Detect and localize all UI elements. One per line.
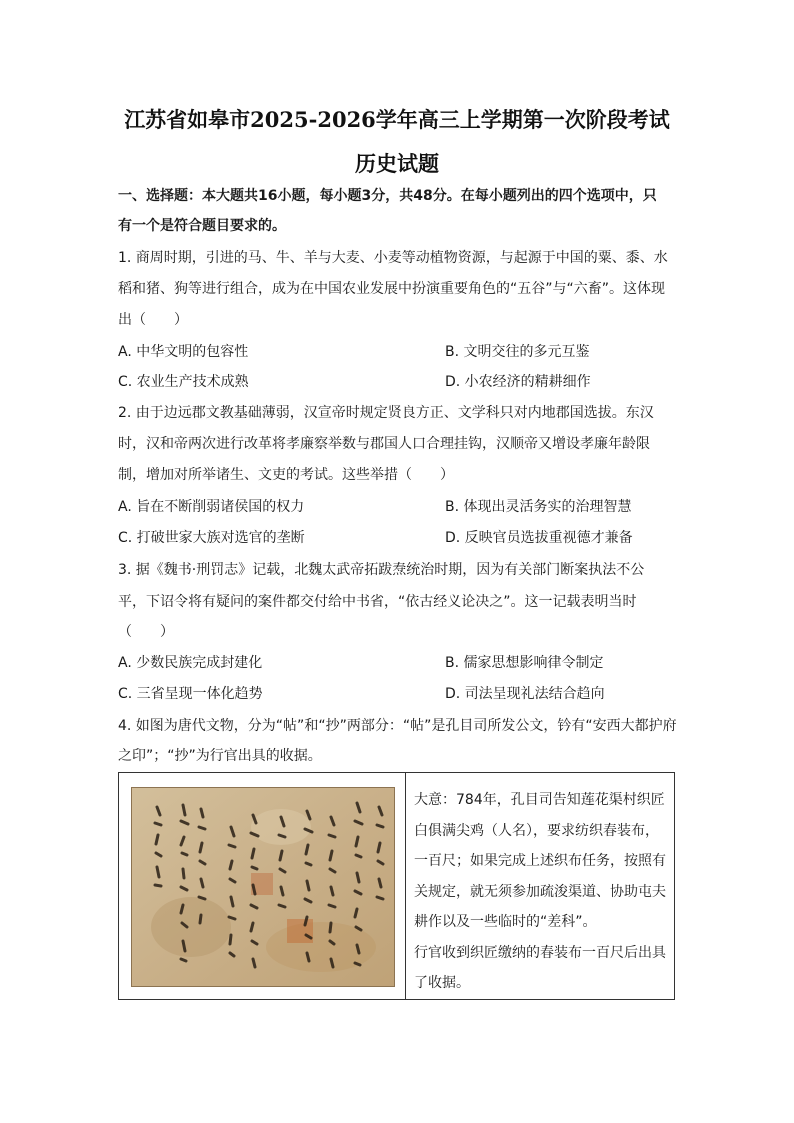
question-3-line-3: （ ） <box>118 624 174 640</box>
section-instruction-line-2: 有一个是符合题目要求的。 <box>118 218 286 234</box>
question-2-option-d[interactable]: D. 反映官员选拔重视德才兼备 <box>445 530 633 546</box>
question-2-line-3: 制，增加对所举诸生、文吏的考试。这些举措（ ） <box>118 467 454 483</box>
question-2-line-2: 时，汉和帝两次进行改革将孝廉察举数与郡国人口合理挂钩，汉顺帝又增设孝廉年龄限 <box>118 436 650 452</box>
question-1-option-a[interactable]: A. 中华文明的包容性 <box>118 344 249 360</box>
question-3-option-d[interactable]: D. 司法呈现礼法结合趋向 <box>445 686 605 702</box>
question-3-line-2: 平，下诏令将有疑问的案件都交付给中书省，“依古经义论决之”。这一记载表明当时 <box>118 594 637 610</box>
question-2-option-b[interactable]: B. 体现出灵活务实的治理智慧 <box>445 499 632 515</box>
tang-manuscript-image <box>131 787 395 987</box>
exam-subtitle: 历史试题 <box>355 151 439 176</box>
caption-line: 大意：784年，孔目司告知莲花渠村织匠 <box>414 792 665 808</box>
question-2-option-c[interactable]: C. 打破世家大族对选官的垄断 <box>118 530 305 546</box>
question-1-line-1: 1. 商周时期，引进的马、牛、羊与大麦、小麦等动植物资源，与起源于中国的粟、黍、水 <box>118 250 668 266</box>
question-1-line-3: 出（ ） <box>118 312 188 328</box>
caption-line: 关规定，就无须参加疏浚渠道、协助屯夫 <box>414 883 666 900</box>
caption-line: 白俱满尖鸡（人名），要求纺织春装布， <box>414 822 659 839</box>
question-1-line-2: 稻和猪、狗等进行组合，成为在中国农业发展中扮演重要角色的“五谷”与“六畜”。这体现 <box>118 281 666 297</box>
question-2-option-a[interactable]: A. 旨在不断削弱诸侯国的权力 <box>118 499 305 515</box>
section-instruction-line-1: 一、选择题：本大题共16小题，每小题3分，共48分。在每小题列出的四个选项中，只 <box>118 188 657 204</box>
question-1-option-c[interactable]: C. 农业生产技术成熟 <box>118 374 249 390</box>
question-3-option-c[interactable]: C. 三省呈现一体化趋势 <box>118 686 263 702</box>
question-4-line-1: 4. 如图为唐代文物，分为“帖”和“抄”两部分：“帖”是孔目司所发公文，钤有“安西大都护府 <box>118 718 677 734</box>
question-1-option-d[interactable]: D. 小农经济的精耕细作 <box>445 374 591 390</box>
figure-table <box>118 772 675 1000</box>
caption-line: 耕作以及一些临时的“差科”。 <box>414 914 597 930</box>
question-3-line-1: 3. 据《魏书·刑罚志》记载，北魏太武帝拓跋焘统治时期，因为有关部门断案执法不公 <box>118 562 645 578</box>
question-4-line-2: 之印”；“抄”为行官出具的收据。 <box>118 748 322 764</box>
caption-line: 了收据。 <box>414 975 470 991</box>
question-3-option-b[interactable]: B. 儒家思想影响律令制定 <box>445 655 604 671</box>
question-1-option-b[interactable]: B. 文明交往的多元互鉴 <box>445 344 590 360</box>
caption-line: 一百尺；如果完成上述织布任务，按照有 <box>414 853 666 869</box>
caption-line: 行官收到织匠缴纳的春装布一百尺后出具 <box>414 944 666 961</box>
question-2-line-1: 2. 由于边远郡文教基础薄弱，汉宣帝时规定贤良方正、文学科只对内地郡国选拔。东汉 <box>118 405 654 421</box>
question-3-option-a[interactable]: A. 少数民族完成封建化 <box>118 655 263 671</box>
figure-caption-cell <box>414 785 672 999</box>
figure-image-cell <box>119 773 406 999</box>
exam-title: 江苏省如皋市2025-2026学年高三上学期第一次阶段考试 <box>124 107 670 132</box>
